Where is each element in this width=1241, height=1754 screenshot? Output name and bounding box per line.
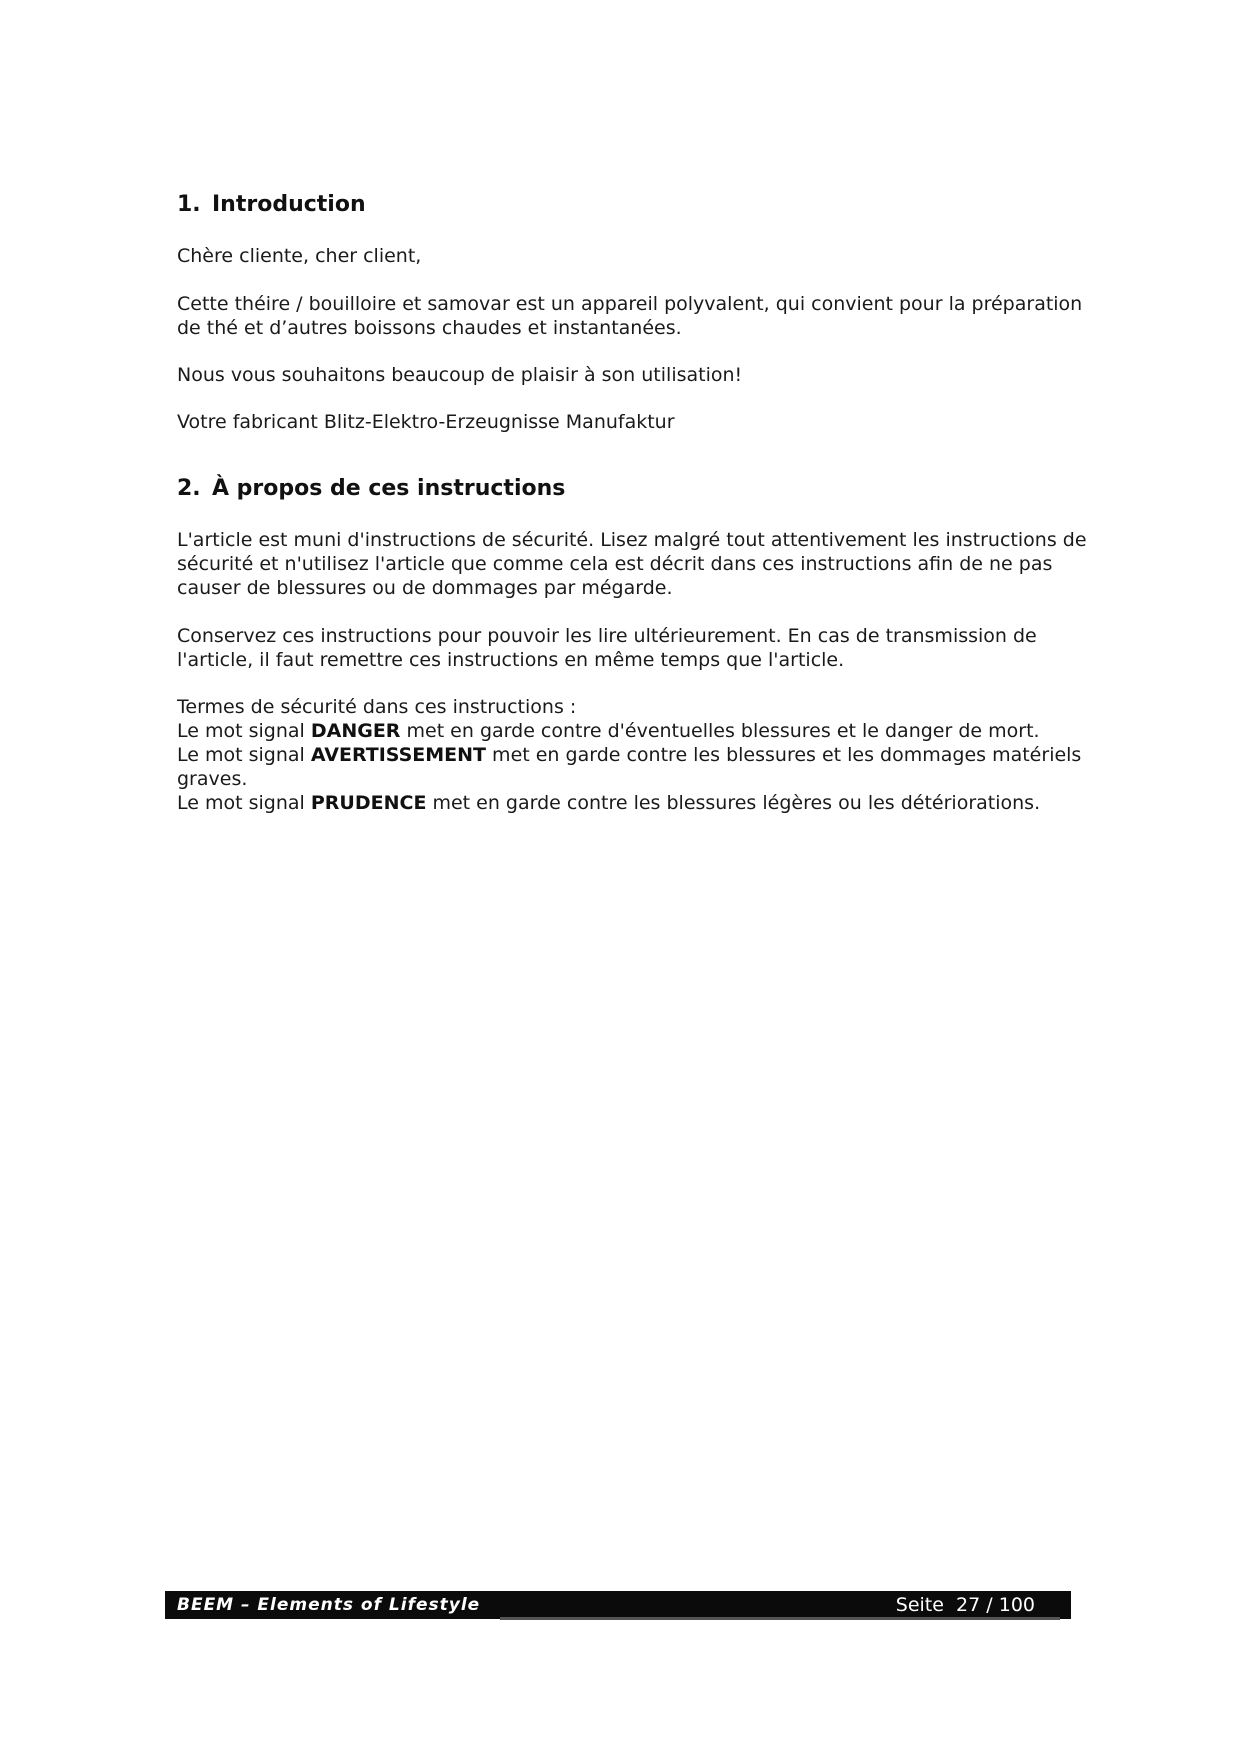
footer-brand: BEEM – Elements of Lifestyle bbox=[177, 1595, 481, 1615]
salutation: Chère cliente, cher client, bbox=[177, 245, 422, 267]
page-total: 100 bbox=[998, 1594, 1035, 1616]
safety-term-warning bbox=[177, 743, 1097, 791]
page-number bbox=[896, 1594, 1035, 1616]
about-paragraph-2: Conservez ces instructions pour pouvoir les lire ultérieurement. En cas de transmission de l'article, il faut remettre ces instructions en même temps que l'article. bbox=[177, 625, 1037, 671]
term-text: met en garde contre les blessures légères ou les détériorations. bbox=[426, 792, 1041, 814]
manufacturer-signature: Votre fabricant Blitz-Elektro-Erzeugnisse Manufaktur bbox=[177, 411, 675, 433]
safety-term-caution bbox=[177, 791, 1097, 815]
term-prefix: Le mot signal bbox=[177, 744, 311, 766]
safety-terms-block bbox=[177, 695, 1097, 815]
term-prefix: Le mot signal bbox=[177, 720, 311, 742]
section-2-number: 2. bbox=[177, 476, 201, 501]
section-about-instructions bbox=[177, 474, 1097, 815]
section-2-title: À propos de ces instructions bbox=[212, 476, 566, 501]
signal-word-danger: DANGER bbox=[310, 720, 401, 742]
signal-word-caution: PRUDENCE bbox=[310, 792, 427, 814]
section-introduction bbox=[177, 190, 1097, 434]
intro-paragraph-2: Nous vous souhaitons beaucoup de plaisir à son utilisation! bbox=[177, 364, 743, 386]
page-content bbox=[177, 190, 1097, 815]
signal-word-warning: AVERTISSEMENT bbox=[310, 744, 487, 766]
page-label: Seite bbox=[895, 1594, 944, 1616]
page-current: 27 bbox=[956, 1594, 981, 1616]
section-1-heading bbox=[177, 190, 1097, 220]
intro-paragraph-1: Cette théire / bouilloire et samovar est un appareil polyvalent, qui convient pour la préparation de thé et d’autres boissons chaudes et instantanées. bbox=[177, 293, 1083, 339]
term-text: met en garde contre les blessures et les dommages matériels graves. bbox=[177, 744, 1082, 790]
safety-terms-intro: Termes de sécurité dans ces instructions : bbox=[177, 696, 577, 718]
page-separator: / bbox=[986, 1594, 993, 1616]
about-paragraph-1: L'article est muni d'instructions de sécurité. Lisez malgré tout attentivement les instructions de sécurité et n'utilisez l'article que comme cela est décrit dans ces instructions afin de ne pas causer de blessures ou de dommages par mégarde. bbox=[177, 529, 1087, 599]
section-1-number: 1. bbox=[177, 192, 201, 217]
page-footer bbox=[165, 1591, 1071, 1619]
section-2-heading bbox=[177, 474, 1097, 504]
term-text: met en garde contre d'éventuelles blessures et le danger de mort. bbox=[400, 720, 1040, 742]
safety-term-danger bbox=[177, 719, 1097, 743]
section-1-title: Introduction bbox=[212, 192, 366, 217]
footer-rule bbox=[500, 1617, 1060, 1620]
term-prefix: Le mot signal bbox=[177, 792, 311, 814]
